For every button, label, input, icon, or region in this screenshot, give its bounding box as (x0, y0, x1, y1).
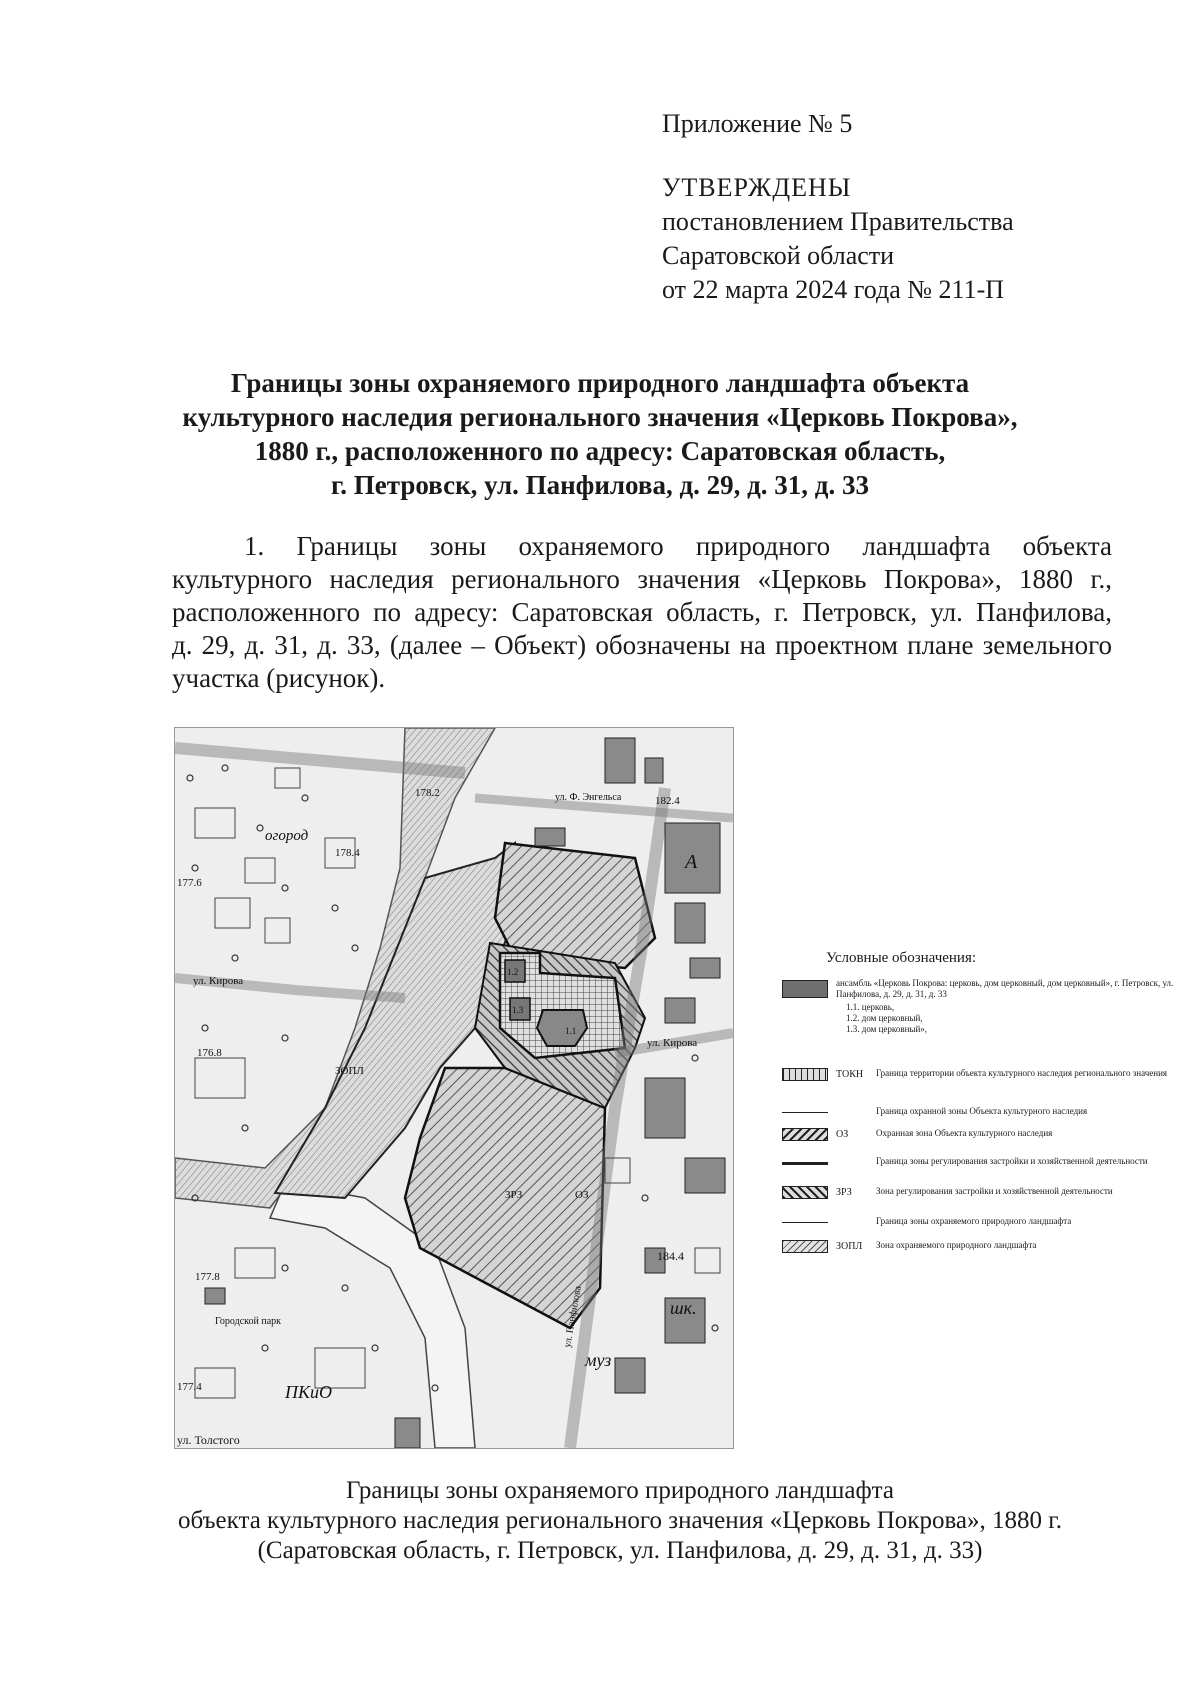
legend-abbr: ТОКН (836, 1069, 864, 1080)
label-elevation: 177.8 (195, 1271, 220, 1283)
label-street-panfilova: ул. Панфилова (562, 1285, 584, 1349)
legend-line (782, 1162, 828, 1165)
label-elevation: 182.4 (655, 795, 680, 807)
label-object-1-3: 1.3 (512, 1005, 524, 1015)
label-elevation: 176.8 (197, 1047, 222, 1059)
label-street-kirova: ул. Кирова (193, 975, 244, 987)
label-elevation: 178.2 (415, 787, 440, 799)
legend-text: Зона охраняемого природного ландшафта (876, 1240, 1037, 1250)
label-oz: ОЗ (575, 1189, 589, 1201)
title-line: культурного наследия регионального значения «Церковь Покрова», (182, 402, 1018, 432)
label-zrz: ЗРЗ (505, 1189, 523, 1201)
legend-swatch (782, 1240, 828, 1253)
title-line: г. Петровск, ул. Панфилова, д. 29, д. 31, д. 33 (331, 470, 869, 500)
legend-sub: 1.3. дом церковный», (846, 1024, 928, 1034)
label-pkio: ПКиО (285, 1382, 332, 1402)
paragraph-line: участка (рисунок). (172, 663, 386, 693)
legend-swatch (782, 1068, 828, 1081)
legend-text: Охранная зона Объекта культурного наследия (876, 1128, 1053, 1138)
legend-line (782, 1222, 828, 1223)
label-garden: огород (265, 828, 309, 844)
title-line: 1880 г., расположенного по адресу: Саратовская область, (254, 436, 946, 466)
label-street-engelsa: ул. Ф. Энгельса (555, 792, 622, 803)
legend-abbr: ЗРЗ (836, 1187, 852, 1198)
appendix-number: Приложение № 5 (662, 109, 853, 138)
map-drawing (175, 728, 733, 1448)
legend-swatch (782, 1128, 828, 1141)
site-plan-map (174, 727, 734, 1449)
legend-text: Зона регулирования застройки и хозяйственной деятельности (876, 1186, 1113, 1196)
object-1-1-church (537, 1010, 587, 1046)
legend-abbr: ОЗ (836, 1129, 849, 1140)
approved-region-line: Саратовской области (662, 241, 895, 270)
legend-sub: 1.1. церковь, (846, 1002, 895, 1012)
figure-caption (150, 1476, 1090, 1566)
legend-title: Условные обозначения: (826, 950, 977, 966)
label-elevation: 177.6 (177, 877, 202, 889)
label-elevation: 184.4 (657, 1249, 684, 1263)
approved-by-line: постановлением Правительства (662, 207, 1014, 236)
legend-abbr: ЗОПЛ (836, 1241, 863, 1252)
body-paragraph (172, 530, 1112, 695)
paragraph-line: культурного наследия регионального значения «Церковь Покрова», 1880 г., (172, 564, 1112, 594)
label-object-1-1: 1.1 (565, 1026, 577, 1036)
legend-text: Граница территории объекта культурного наследия регионального значения (876, 1068, 1168, 1078)
label-zopl: ЗОПЛ (335, 1065, 364, 1077)
legend-line (782, 1112, 828, 1113)
legend-sub: 1.2. дом церковный, (846, 1013, 923, 1023)
legend-text: Граница зоны регулирования застройки и хозяйственной деятельности (876, 1156, 1148, 1166)
paragraph-line: д. 29, д. 31, д. 33, (далее – Объект) обозначены на проектном плане земельного (172, 630, 1112, 660)
caption-line: объекта культурного наследия регионального значения «Церковь Покрова», 1880 г. (178, 1507, 1062, 1534)
label-elevation: 177.4 (177, 1381, 202, 1393)
legend-swatch (782, 980, 828, 998)
label-tolstogo: ул. Толстого (177, 1433, 240, 1447)
approved-date-line: от 22 марта 2024 года № 211-П (662, 275, 1005, 304)
legend-text: Граница охранной зоны Объекта культурного наследия (876, 1106, 1088, 1116)
label-object-1-2: 1.2 (507, 967, 519, 977)
caption-line: Границы зоны охраняемого природного ландшафта (345, 1477, 895, 1504)
paragraph-line: расположенного по адресу: Саратовская область, г. Петровск, ул. Панфилова, (172, 597, 1112, 627)
legend-swatch (782, 1186, 828, 1199)
label-park: Городской парк (215, 1316, 281, 1327)
label-letter-a: А (685, 851, 698, 873)
label-museum: муз (585, 1350, 612, 1370)
label-school: шк. (670, 1298, 697, 1318)
label-elevation: 178.4 (335, 847, 360, 859)
legend-text: ансамбль «Церковь Покрова: церковь, дом церковный, дом церковный», г. Петровск, ул. Панфилова, д. 29, д. 31, д. 33 (836, 978, 1174, 999)
approved-heading: УТВЕРЖДЕНЫ (662, 173, 852, 202)
title-line: Границы зоны охраняемого природного ландшафта объекта (230, 368, 970, 398)
legend-text: Граница зоны охраняемого природного ландшафта (876, 1216, 1072, 1226)
caption-line: (Саратовская область, г. Петровск, ул. Панфилова, д. 29, д. 31, д. 33) (257, 1537, 983, 1564)
paragraph-line: 1. Границы зоны охраняемого природного ландшафта объекта (244, 531, 1112, 561)
document-title (150, 366, 1050, 502)
label-street-kirova-east: ул. Кирова (647, 1037, 698, 1049)
